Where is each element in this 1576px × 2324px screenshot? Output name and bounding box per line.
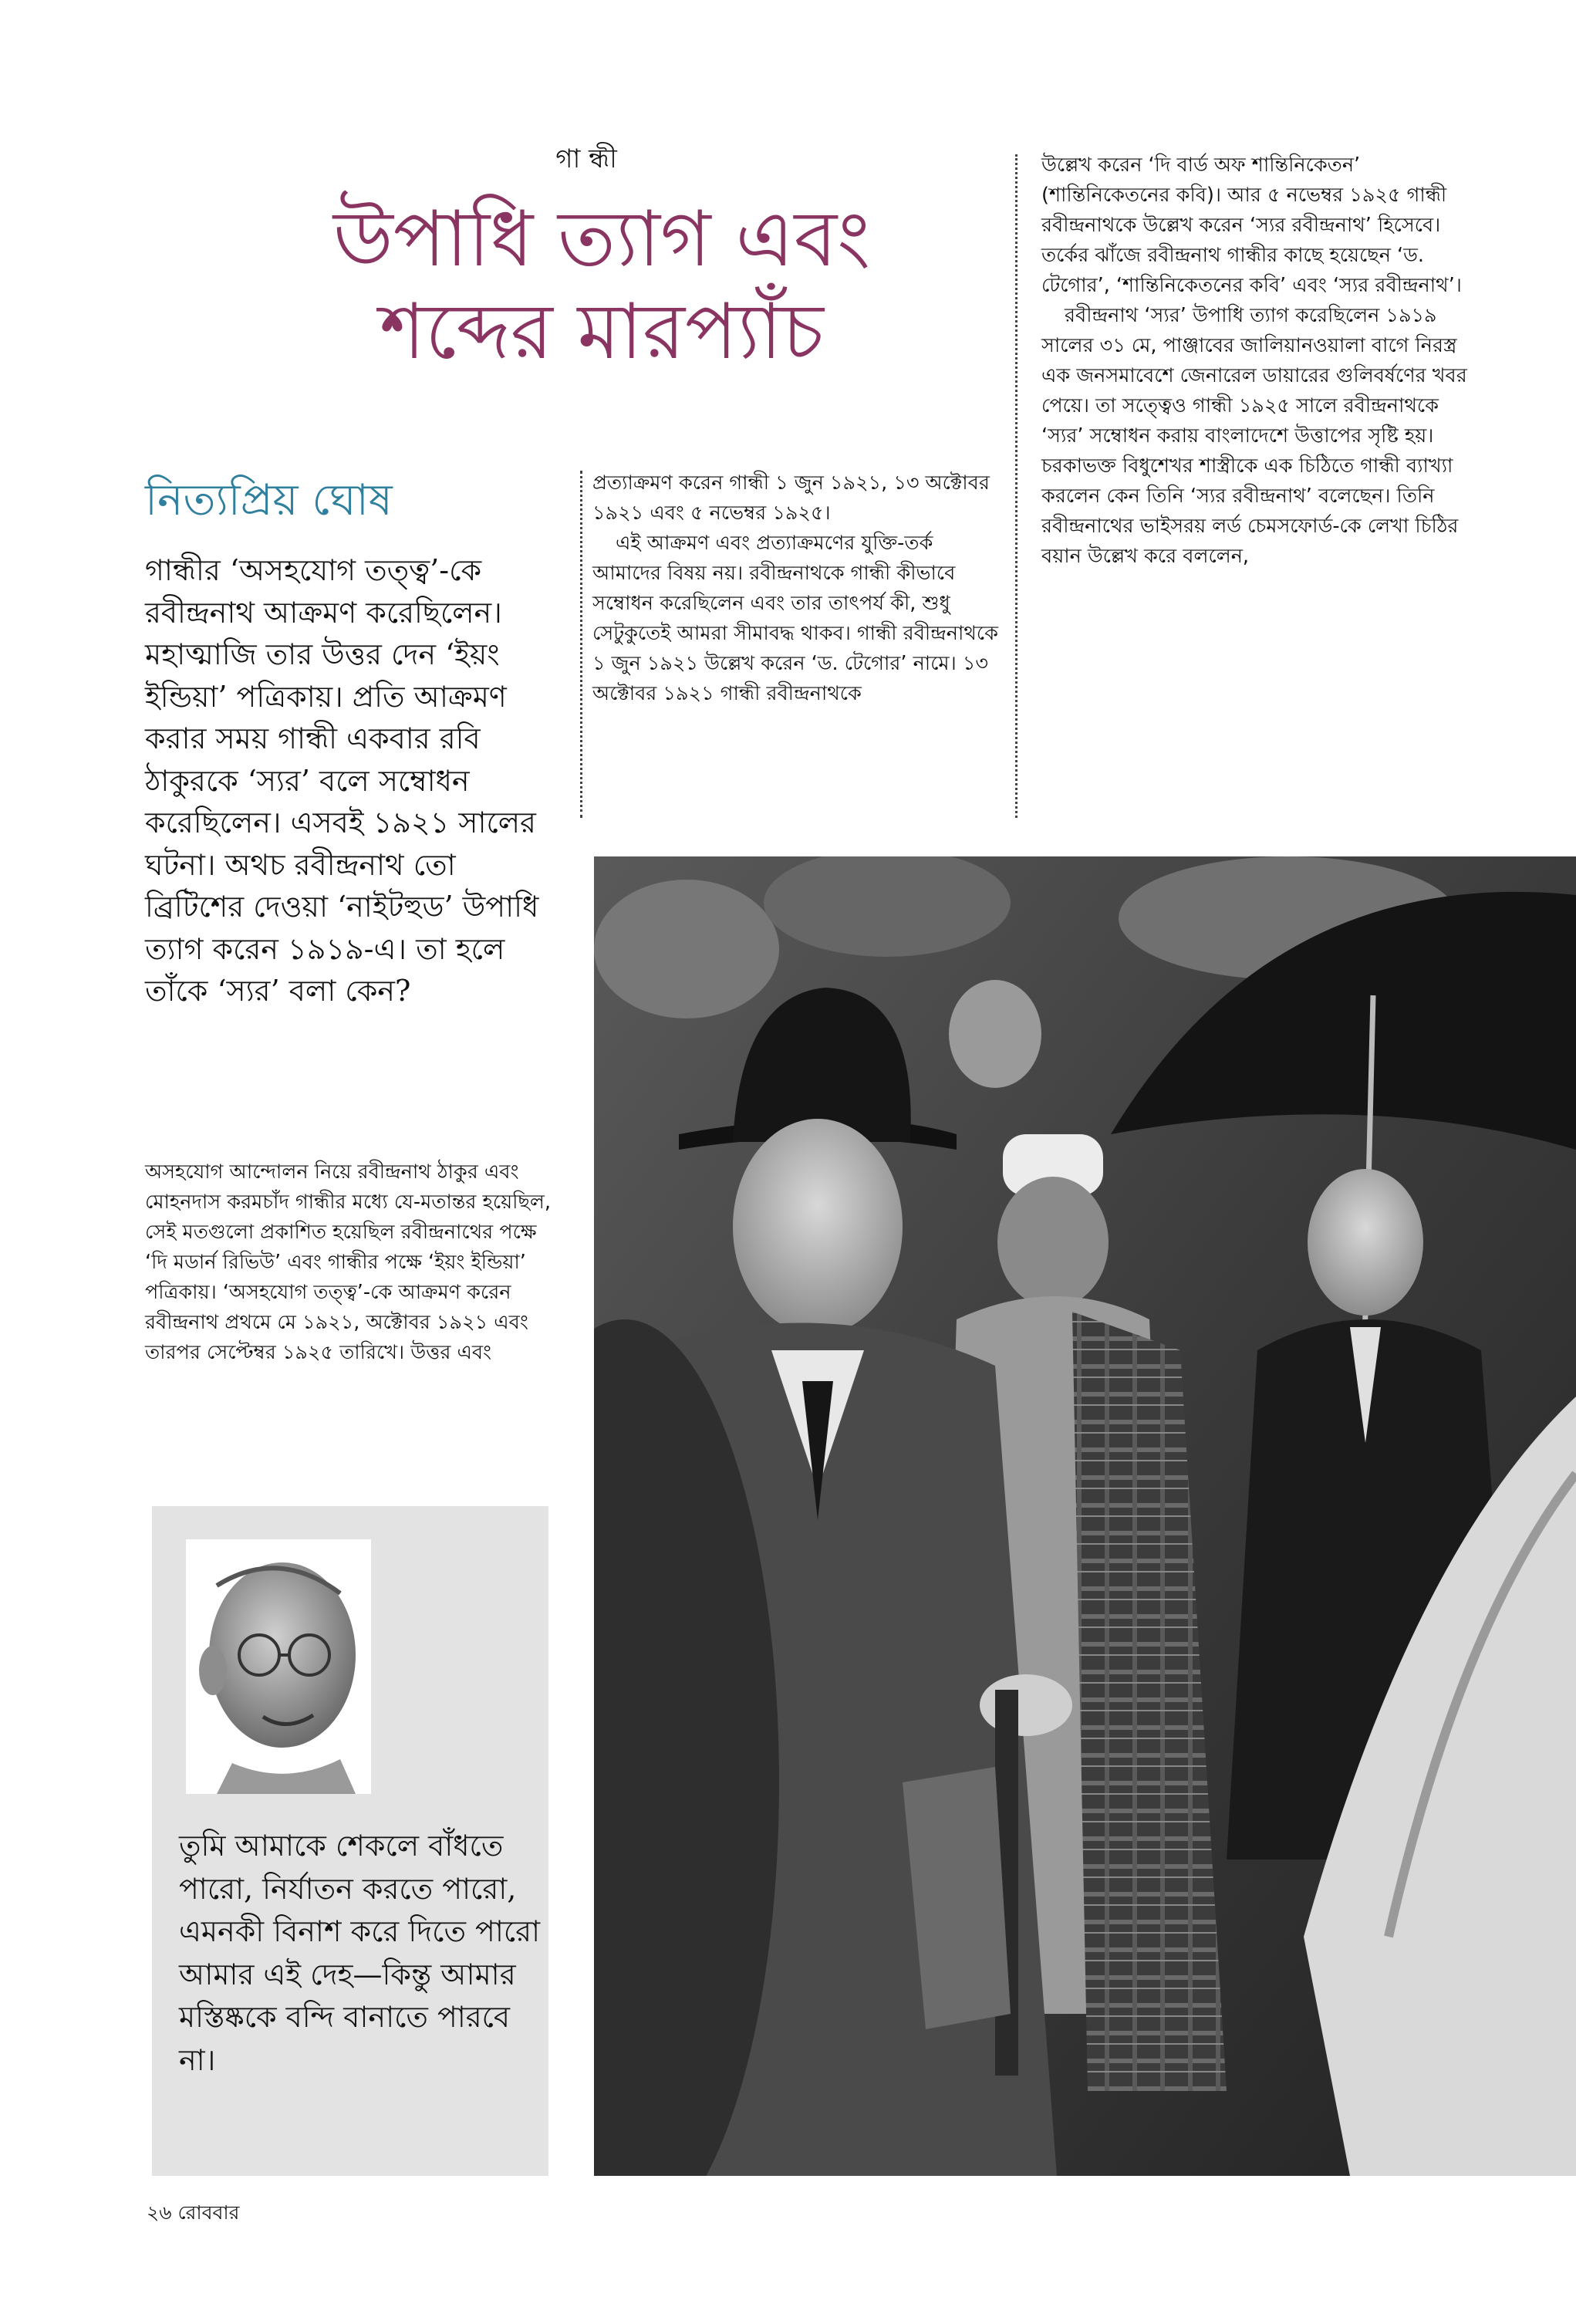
body-column-middle: [592, 468, 1001, 709]
column-divider-left: [580, 471, 582, 818]
page-folio: ২৬ রোববার: [147, 2201, 240, 2224]
body-paragraph: উল্লেখ করেন ‘দি বার্ড অফ শান্তিনিকেতন’ (শান্তিনিকেতনের কবি)। আর ৫ নভেম্বর ১৯২৫ গান্ধী রবীন্দ্রনাথকে উল্লেখ করেন ‘স্যর রবীন্দ্রনাথ’ হিসেবে। তর্কের ঝাঁজে রবীন্দ্রনাথ গান্ধীর কাছে হয়েছেন ‘ড. টেগোর’, ‘শান্তিনিকেতনের কবি’ এবং ‘স্যর রবীন্দ্রনাথ’।: [1041, 154, 1462, 297]
body-column-right: [1041, 150, 1473, 572]
headline-line-1: উপাধি ত্যাগ এবং: [332, 194, 871, 284]
column-divider-right: [1015, 154, 1017, 818]
body-paragraph: রবীন্দ্রনাথ ‘স্যর’ উপাধি ত্যাগ করেছিলেন ১৯১৯ সালের ৩১ মে, পাঞ্জাবের জালিয়ানওয়ালা বাগে নিরস্ত্র এক জনসমাবেশে জেনারেল ডায়ারের গুলিবর্ষণের খবর পেয়ে। তা সত্ত্বেও গান্ধী ১৯২৫ সালে রবীন্দ্রনাথকে ‘স্যর’ সম্বোধন করায় বাংলাদেশে উত্তাপের সৃষ্টি হয়। চরকাভক্ত বিধুশেখর শাস্ত্রীকে এক চিঠিতে গান্ধী ব্যাখ্যা করলেন কেন তিনি ‘স্যর রবীন্দ্রনাথ’ বলেছেন। তিনি রবীন্দ্রনাথের ভাইসরয় লর্ড চেমসফোর্ড-কে লেখা চিঠির বয়ান উল্লেখ করে বললেন,: [1041, 304, 1467, 568]
author-byline: নিত্যপ্রিয় ঘোষ: [145, 475, 393, 525]
gandhi-portrait: [186, 1539, 371, 1794]
headline: [255, 193, 949, 378]
headline-line-2: শব্দের মারপ্যাঁচ: [380, 286, 824, 377]
body-paragraph: প্রত্যাক্রমণ করেন গান্ধী ১ জুন ১৯২১, ১৩ অক্টোবর ১৯২১ এবং ৫ নভেম্বর ১৯২৫।: [592, 471, 990, 525]
main-photograph: [594, 856, 1576, 2176]
intro-paragraph: অসহযোগ আন্দোলন নিয়ে রবীন্দ্রনাথ ঠাকুর এবং মোহনদাস করমচাঁদ গান্ধীর মধ্যে যে-মতান্তর হয়েছিল, সেই মতগুলো প্রকাশিত হয়েছিল রবীন্দ্রনাথের পক্ষে ‘দি মডার্ন রিভিউ’ এবং গান্ধীর পক্ষে ‘ইয়ং ইন্ডিয়া’ পত্রিকায়। ‘অসহযোগ তত্ত্ব’-কে আক্রমণ করেন রবীন্দ্রনাথ প্রথমে মে ১৯২১, অক্টোবর ১৯২১ এবং তারপর সেপ্টেম্বর ১৯২৫ তারিখে। উত্তর এবং: [145, 1160, 552, 1364]
body-paragraph: এই আক্রমণ এবং প্রত্যাক্রমণের যুক্তি-তর্ক আমাদের বিষয় নয়। রবীন্দ্রনাথকে গান্ধী কীভাবে সম্বোধন করেছিলেন এবং তার তাৎপর্য কী, শুধু সেটুকুতেই আমরা সীমাবদ্ধ থাকব। গান্ধী রবীন্দ্রনাথকে ১ জুন ১৯২১ উল্লেখ করেন ‘ড. টেগোর’ নামে। ১৩ অক্টোবর ১৯২১ গান্ধী রবীন্দ্রনাথকে: [592, 532, 999, 705]
gandhi-quote: তুমি আমাকে শেকলে বাঁধতে পারো, নির্যাতন করতে পারো, এমনকী বিনাশ করে দিতে পারো আমার এই দেহ—কিন্তু আমার মস্তিষ্ককে বন্দি বানাতে পারবে না।: [179, 1829, 541, 2077]
deck-summary: গান্ধীর ‘অসহযোগ তত্ত্ব’-কে রবীন্দ্রনাথ আক্রমণ করেছিলেন। মহাত্মাজি তার উত্তর দেন ‘ইয়ং ইন্ডিয়া’ পত্রিকায়। প্রতি আক্রমণ করার সময় গান্ধী একবার রবি ঠাকুরকে ‘স্যর’ বলে সম্বোধন করেছিলেন। এসবই ১৯২১ সালের ঘটনা। অথচ রবীন্দ্রনাথ তো ব্রিটিশের দেওয়া ‘নাইটহুড’ উপাধি ত্যাগ করেন ১৯১৯-এ। তা হলে তাঁকে ‘স্যর’ বলা কেন?: [145, 553, 539, 1008]
section-kicker: গা ন্ধী: [555, 144, 617, 174]
